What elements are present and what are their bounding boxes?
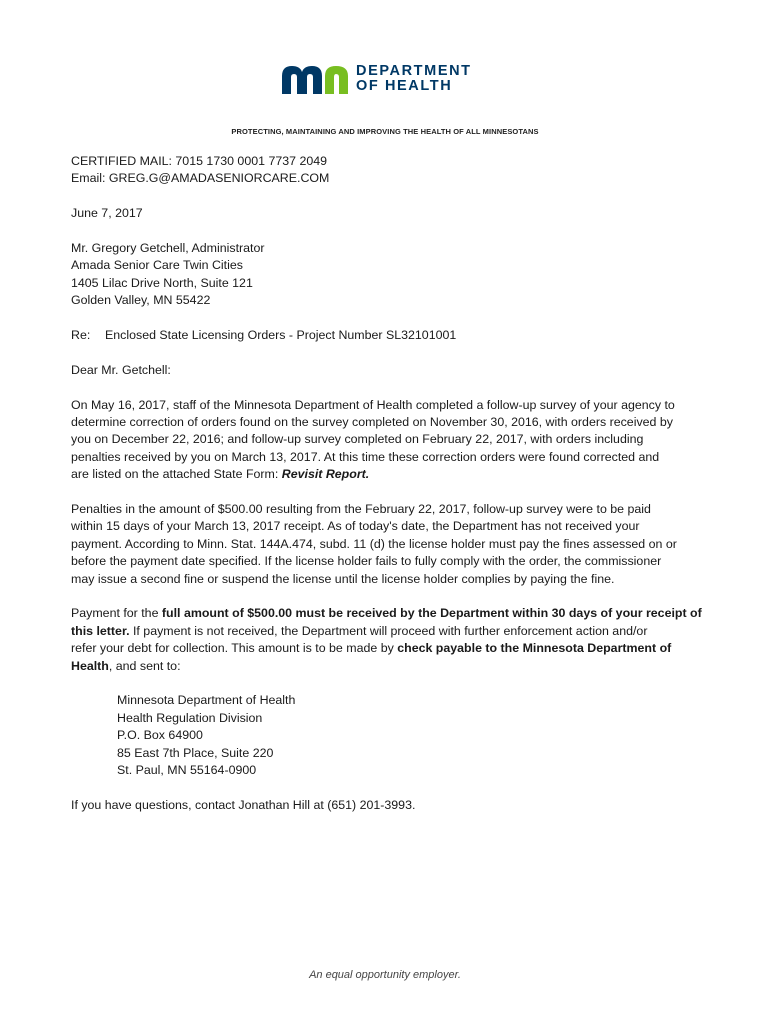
remit-line: St. Paul, MN 55164-0900 xyxy=(117,763,257,778)
certified-mail: CERTIFIED MAIL: 7015 1730 0001 7737 2049 xyxy=(71,154,328,168)
para-line xyxy=(71,658,703,675)
remit-line: Health Regulation Division xyxy=(117,710,263,725)
remit-line: 85 East 7th Place, Suite 220 xyxy=(117,745,274,760)
para-text: are listed on the attached State Form: xyxy=(71,467,282,482)
paragraph-2 xyxy=(71,501,703,588)
para-line: may issue a second fine or suspend the license until the license holder complies by paying the fine. xyxy=(71,571,615,586)
logo-wordmark xyxy=(356,64,472,94)
para-line: before the payment date specified. If the license holder fails to fully comply with the order, the commissioner xyxy=(71,554,662,569)
mdh-logo xyxy=(280,62,472,96)
footer-eoe: An equal opportunity employer. xyxy=(309,969,461,981)
para-line xyxy=(71,623,703,640)
para-line xyxy=(71,640,703,657)
payee-emphasis: Health xyxy=(71,658,109,673)
re-text: Enclosed State Licensing Orders - Project Number SL32101001 xyxy=(105,328,457,343)
para-line: within 15 days of your March 13, 2017 receipt. As of today's date, the Department has not received your xyxy=(71,519,640,534)
payee-emphasis: check payable to the Minnesota Department of xyxy=(397,641,672,656)
logo-line-1: DEPARTMENT xyxy=(356,63,472,79)
letter-date: June 7, 2017 xyxy=(71,206,143,221)
para-text: If payment is not received, the Department will proceed with further enforcement action and/or xyxy=(129,623,648,638)
remit-line: P.O. Box 64900 xyxy=(117,728,203,743)
paragraph-1 xyxy=(71,397,703,484)
contact-line: If you have questions, contact Jonathan Hill at (651) 201-3993. xyxy=(71,797,416,812)
para-line: determine correction of orders found on the survey completed on November 30, 2016, with orders received by xyxy=(71,415,673,430)
recipient-line: 1405 Lilac Drive North, Suite 121 xyxy=(71,275,253,290)
recipient-address xyxy=(71,240,711,310)
payment-amount-emphasis: full amount of $500.00 must be received by the Department within 30 days of your receipt of xyxy=(161,606,702,621)
para-line xyxy=(71,605,703,622)
re-label: Re: xyxy=(71,328,91,343)
remit-line: Minnesota Department of Health xyxy=(117,693,296,708)
recipient-line: Amada Senior Care Twin Cities xyxy=(71,258,243,273)
tagline: PROTECTING, MAINTAINING AND IMPROVING THE HEALTH OF ALL MINNESOTANS xyxy=(231,127,539,136)
para-line: you on December 22, 2016; and follow-up survey completed on February 22, 2017, with orders including xyxy=(71,432,644,447)
paragraph-3 xyxy=(71,605,703,675)
para-line: Penalties in the amount of $500.00 resulting from the February 22, 2017, follow-up survey were to be paid xyxy=(71,502,651,517)
para-line: penalties received by you on March 13, 2017. At this time these correction orders were found corrected and xyxy=(71,449,660,464)
para-line: On May 16, 2017, staff of the Minnesota Department of Health completed a follow-up survey of your agency to xyxy=(71,397,675,412)
para-text: Payment for the xyxy=(71,606,162,621)
recipient-line: Mr. Gregory Getchell, Administrator xyxy=(71,241,265,255)
revisit-report-emphasis: Revisit Report. xyxy=(281,467,370,482)
para-line xyxy=(71,466,703,483)
subject-line xyxy=(71,327,711,344)
payment-deadline-emphasis: this letter. xyxy=(71,623,130,638)
para-text: , and sent to: xyxy=(108,658,181,673)
mn-logo-mark-icon xyxy=(280,64,350,94)
para-text: refer your debt for collection. This amount is to be made by xyxy=(71,641,398,656)
para-line: payment. According to Minn. Stat. 144A.474, subd. 11 (d) the license holder must pay the fines assessed on or xyxy=(71,536,677,551)
remit-address xyxy=(71,692,711,779)
email-line: Email: GREG.G@AMADASENIORCARE.COM xyxy=(71,171,330,186)
letter-body xyxy=(71,153,711,814)
salutation: Dear Mr. Getchell: xyxy=(71,362,171,377)
recipient-line: Golden Valley, MN 55422 xyxy=(71,293,211,308)
logo-line-2: OF HEALTH xyxy=(356,78,453,94)
